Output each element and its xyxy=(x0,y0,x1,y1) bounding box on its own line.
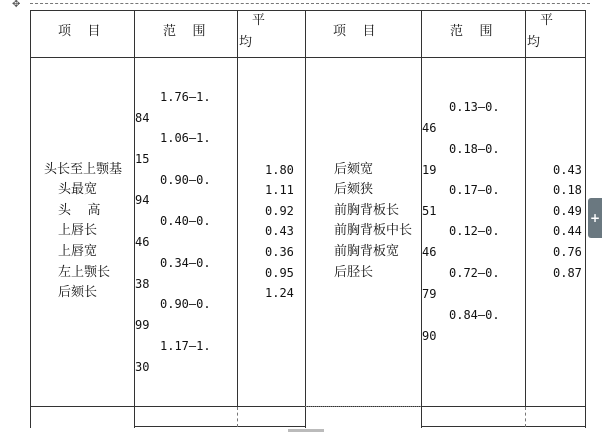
left-range-end: 30 xyxy=(135,360,150,374)
left-range-end: 94 xyxy=(135,193,150,207)
plus-icon: + xyxy=(589,211,601,225)
table-top-border xyxy=(30,10,586,11)
right-item: 后颏狭 xyxy=(334,182,374,197)
ruler-line xyxy=(30,3,590,4)
left-item: 后颏长 xyxy=(58,285,98,300)
left-range-start: 0.90—0. xyxy=(160,297,211,311)
left-range-start: 0.34—0. xyxy=(160,256,211,270)
table-right-border xyxy=(585,10,586,428)
right-range-end: 90 xyxy=(422,329,437,343)
right-average: 0.87 xyxy=(553,266,582,280)
header-avg-left-1: 平 xyxy=(252,13,266,28)
right-range-start: 0.17—0. xyxy=(449,183,500,197)
header-item-left: 项 目 xyxy=(58,24,101,39)
col-divider-5 xyxy=(525,10,526,406)
footer-line-right xyxy=(421,426,586,427)
left-item: 头最宽 xyxy=(58,182,98,197)
right-range-start: 0.18—0. xyxy=(449,142,500,156)
left-range-end: 84 xyxy=(135,111,150,125)
left-average: 1.11 xyxy=(265,183,294,197)
left-item: 左上颚长 xyxy=(58,265,111,280)
col-divider-4 xyxy=(421,10,422,428)
right-range-end: 19 xyxy=(422,163,437,177)
left-range-start: 0.40—0. xyxy=(160,214,211,228)
header-avg-left-2: 均 xyxy=(239,35,253,50)
left-item: 上唇宽 xyxy=(58,244,98,259)
right-range-end: 51 xyxy=(422,204,437,218)
header-range-right: 范 围 xyxy=(450,24,493,39)
right-item: 后颏宽 xyxy=(334,162,374,177)
header-range-left: 范 围 xyxy=(163,24,206,39)
left-average: 0.36 xyxy=(265,245,294,259)
header-avg-right-1: 平 xyxy=(540,13,554,28)
left-range-start: 1.76—1. xyxy=(160,90,211,104)
right-range-start: 0.12—0. xyxy=(449,224,500,238)
left-range-end: 38 xyxy=(135,277,150,291)
left-item: 头 高 xyxy=(58,203,101,218)
add-column-button[interactable] xyxy=(588,198,602,238)
left-average: 1.80 xyxy=(265,163,294,177)
left-range-start: 0.90—0. xyxy=(160,173,211,187)
right-average: 0.44 xyxy=(553,224,582,238)
right-item: 后胫长 xyxy=(334,265,374,280)
header-item-right: 项 目 xyxy=(333,24,376,39)
right-average: 0.43 xyxy=(553,163,582,177)
right-average: 0.76 xyxy=(553,245,582,259)
right-average: 0.49 xyxy=(553,204,582,218)
right-range-end: 46 xyxy=(422,245,437,259)
footer-dotted xyxy=(305,406,421,407)
left-item: 上唇长 xyxy=(58,223,98,238)
right-average: 0.18 xyxy=(553,183,582,197)
right-range-start: 0.72—0. xyxy=(449,266,500,280)
left-average: 0.92 xyxy=(265,204,294,218)
footer-dash-1 xyxy=(237,407,238,427)
col-divider-3 xyxy=(305,10,306,428)
right-item: 前胸背板宽 xyxy=(334,244,400,259)
left-average: 0.95 xyxy=(265,266,294,280)
left-range-start: 1.06—1. xyxy=(160,131,211,145)
left-range-start: 1.17—1. xyxy=(160,339,211,353)
right-item: 前胸背板中长 xyxy=(334,223,413,238)
right-range-end: 46 xyxy=(422,121,437,135)
left-average: 1.24 xyxy=(265,286,294,300)
move-handle-icon[interactable]: ✥ xyxy=(12,0,21,10)
footer-line-left xyxy=(134,426,305,427)
left-item: 头长至上颚基 xyxy=(44,162,123,177)
right-item: 前胸背板长 xyxy=(334,203,400,218)
left-range-end: 15 xyxy=(135,152,150,166)
left-range-end: 46 xyxy=(135,235,150,249)
header-avg-right-2: 均 xyxy=(527,35,541,50)
right-range-end: 79 xyxy=(422,287,437,301)
right-range-start: 0.13—0. xyxy=(449,100,500,114)
footer-dash-2 xyxy=(525,407,526,427)
right-range-start: 0.84—0. xyxy=(449,308,500,322)
left-average: 0.43 xyxy=(265,224,294,238)
header-bottom-border xyxy=(30,57,586,58)
col-divider-2 xyxy=(237,10,238,406)
table-left-border xyxy=(30,10,31,428)
left-range-end: 99 xyxy=(135,318,150,332)
